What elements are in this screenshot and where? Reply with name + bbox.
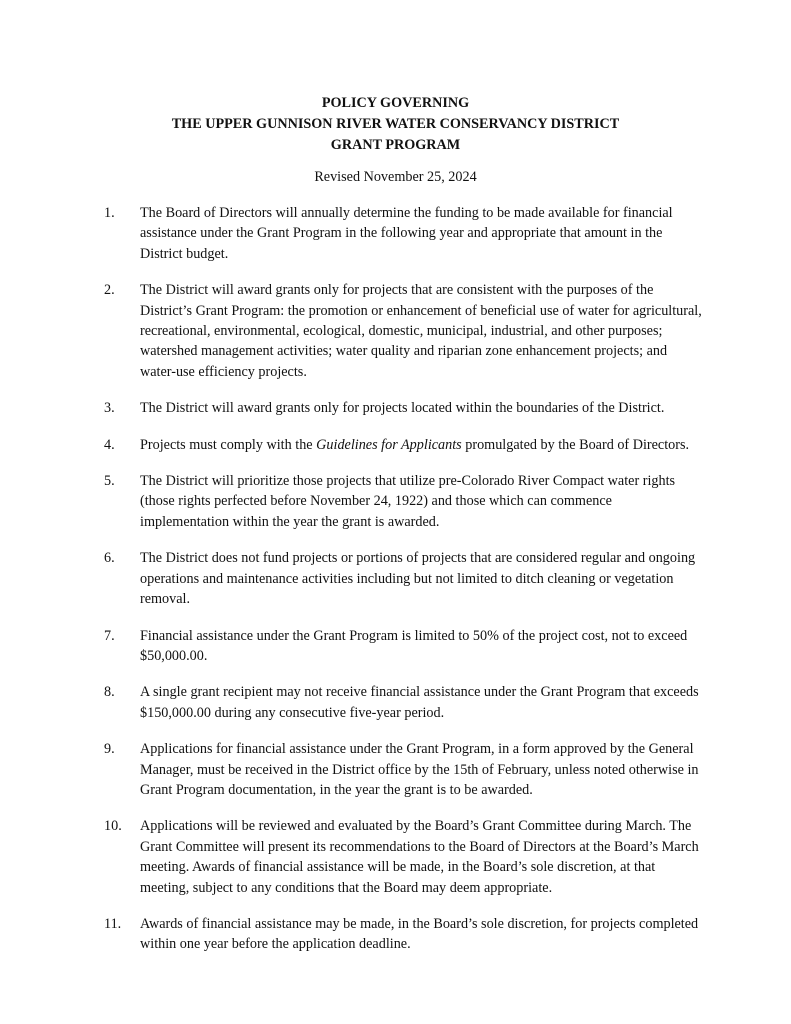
item-number: 9.	[104, 741, 115, 758]
title-line-2: THE UPPER GUNNISON RIVER WATER CONSERVANCY DISTRICT	[171, 116, 620, 132]
item-number: 3.	[104, 400, 115, 417]
item-text: The District will award grants only for projects that are consistent with the purposes of the District’s Grant Program: the promotion or enhancement of beneficial use of water for agricultural, recreational, environmental, ecological, domestic, municipal, industrial, and other purposes; watershed management activities; water quality and riparian zone enhancement projects; and water-use efficiency projects.	[140, 282, 702, 380]
item-text: The District does not fund projects or portions of projects that are considered regular and ongoing operations and maintenance activities including but not limited to ditch cleaning or vegetation removal.	[140, 550, 696, 608]
item-number: 1.	[104, 205, 115, 221]
policy-item-3	[104, 398, 704, 418]
policy-list	[104, 203, 704, 971]
policy-item-2	[104, 280, 704, 382]
item-number: 7.	[104, 627, 115, 644]
title-line-3: GRANT PROGRAM	[330, 137, 461, 153]
item-number: 4.	[104, 436, 115, 453]
item-text: A single grant recipient may not receive financial assistance under the Grant Program that exceeds $150,000.00 during any consecutive five-year period.	[140, 684, 699, 721]
item-text-before: Projects must comply with the	[140, 436, 317, 453]
item-number: 2.	[104, 282, 115, 299]
item-text	[140, 437, 689, 453]
policy-item-5	[104, 471, 704, 532]
item-text: Financial assistance under the Grant Program is limited to 50% of the project cost, not to exceed $50,000.00.	[140, 627, 688, 664]
item-text: Applications for financial assistance under the Grant Program, in a form approved by the General Manager, must be received in the District office by the 15th of February, unless noted otherwise in Grant Program documentation, in the year the grant is to be awarded.	[140, 741, 699, 798]
item-text: The District will award grants only for projects located within the boundaries of the District.	[140, 400, 665, 417]
item-text: The Board of Directors will annually determine the funding to be made available for financial assistance under the Grant Program in the following year and appropriate that amount in the District budget.	[140, 205, 673, 262]
policy-item-11	[104, 914, 704, 955]
policy-item-4	[104, 435, 704, 455]
item-text: Applications will be reviewed and evaluated by the Board’s Grant Committee during March. The Grant Committee will present its recommendations to the Board of Directors at the Board’s March meeting. Awards of financial assistance will be made, in the Board’s sole discretion, at that meeting, subject to any conditions that the Board may deem appropriate.	[140, 818, 699, 896]
item-text-after: promulgated by the Board of Directors.	[461, 436, 690, 453]
policy-item-7	[104, 626, 704, 667]
document-title	[0, 93, 791, 156]
item-text: Awards of financial assistance may be made, in the Board’s sole discretion, for projects completed within one year before the application deadline.	[140, 915, 699, 953]
item-number: 8.	[104, 684, 115, 701]
item-text: The District will prioritize those projects that utilize pre-Colorado River Compact water rights (those rights perfected before November 24, 1922) and those which can commence implementation within the year the grant is awarded.	[140, 473, 676, 530]
policy-item-8	[104, 682, 704, 723]
policy-item-1	[104, 203, 704, 264]
item-number: 6.	[104, 550, 115, 567]
revision-date: Revised November 25, 2024	[314, 169, 477, 185]
policy-item-9	[104, 739, 704, 800]
policy-item-6	[104, 548, 704, 609]
item-number: 11.	[104, 915, 122, 932]
item-number: 10.	[104, 818, 122, 835]
title-line-1: POLICY GOVERNING	[321, 95, 470, 111]
item-number: 5.	[104, 473, 115, 490]
policy-item-10	[104, 816, 704, 898]
guidelines-title: Guidelines for Applicants	[316, 436, 462, 453]
